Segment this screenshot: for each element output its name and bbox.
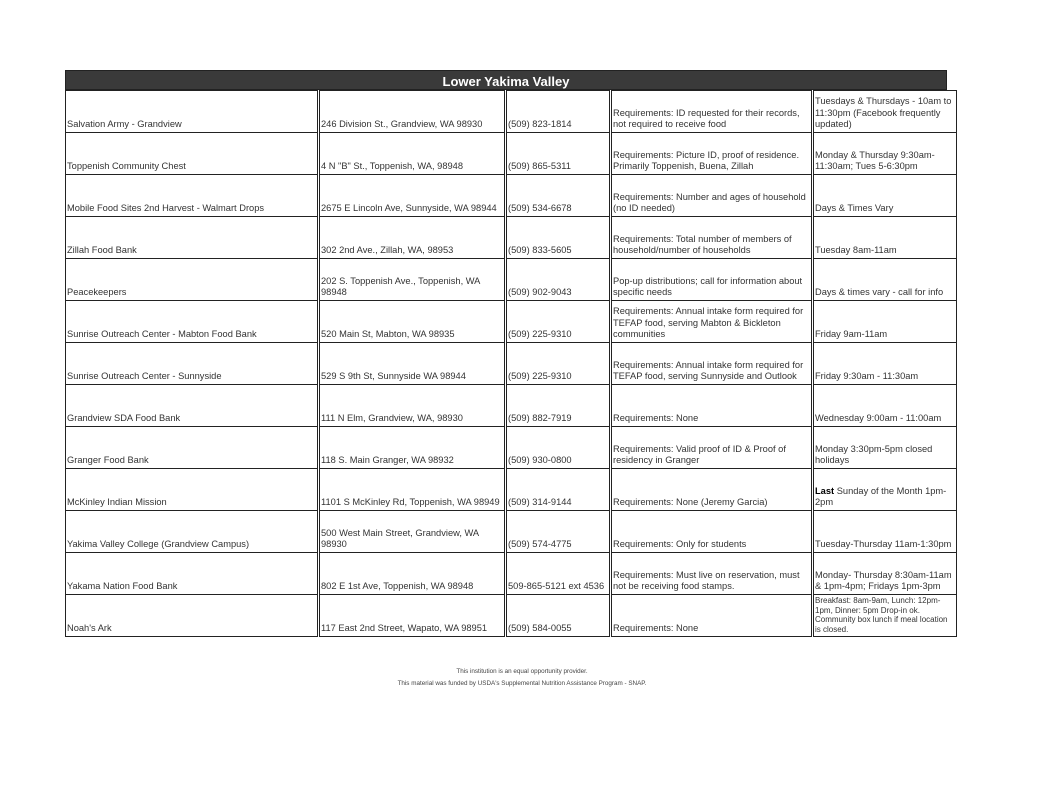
provider-requirements: Pop-up distributions; call for information about specific needs: [611, 259, 813, 301]
provider-address: 117 East 2nd Street, Wapato, WA 98951: [319, 595, 506, 637]
provider-address: 302 2nd Ave., Zillah, WA, 98953: [319, 217, 506, 259]
table-row: [66, 427, 957, 469]
table-row: [66, 385, 957, 427]
provider-phone: (509) 882-7919: [506, 385, 611, 427]
provider-hours: Days & times vary - call for info: [813, 259, 957, 301]
provider-requirements: Requirements: Total number of members of household/number of households: [611, 217, 813, 259]
provider-requirements: Requirements: Annual intake form required for TEFAP food, serving Sunnyside and Outlook: [611, 343, 813, 385]
provider-requirements: Requirements: Picture ID, proof of residence. Primarily Toppenish, Buena, Zillah: [611, 133, 813, 175]
resource-sheet: [65, 70, 952, 637]
provider-address: 529 S 9th St, Sunnyside WA 98944: [319, 343, 506, 385]
provider-phone: (509) 574-4775: [506, 511, 611, 553]
provider-hours: Tuesday-Thursday 11am-1:30pm: [813, 511, 957, 553]
provider-requirements: Requirements: None: [611, 595, 813, 637]
provider-requirements: Requirements: Must live on reservation, must not be receiving food stamps.: [611, 553, 813, 595]
table-row: [66, 133, 957, 175]
provider-name: Toppenish Community Chest: [66, 133, 319, 175]
provider-address: 520 Main St, Mabton, WA 98935: [319, 301, 506, 343]
table-row: [66, 595, 957, 637]
equal-opportunity-line: This institution is an equal opportunity provider.: [456, 668, 588, 675]
provider-requirements: Requirements: Only for students: [611, 511, 813, 553]
provider-phone: (509) 833-5605: [506, 217, 611, 259]
provider-address: 246 Division St., Grandview, WA 98930: [319, 91, 506, 133]
provider-name: Noah's Ark: [66, 595, 319, 637]
provider-name: Mobile Food Sites 2nd Harvest - Walmart Drops: [66, 175, 319, 217]
provider-hours: Tuesdays & Thursdays - 10am to 11:30pm (Facebook frequently updated): [813, 91, 957, 133]
provider-phone: (509) 225-9310: [506, 343, 611, 385]
provider-address: 4 N "B" St., Toppenish, WA, 98948: [319, 133, 506, 175]
provider-phone: (509) 902-9043: [506, 259, 611, 301]
provider-address: 1101 S McKinley Rd, Toppenish, WA 98949: [319, 469, 506, 511]
provider-address: 2675 E Lincoln Ave, Sunnyside, WA 98944: [319, 175, 506, 217]
table-row: [66, 175, 957, 217]
provider-requirements: Requirements: Valid proof of ID & Proof of residency in Granger: [611, 427, 813, 469]
provider-phone: (509) 930-0800: [506, 427, 611, 469]
provider-hours: Monday & Thursday 9:30am-11:30am; Tues 5-6:30pm: [813, 133, 957, 175]
provider-name: Salvation Army - Grandview: [66, 91, 319, 133]
table-row: [66, 511, 957, 553]
provider-address: 202 S. Toppenish Ave., Toppenish, WA 98948: [319, 259, 506, 301]
hours-emphasis: Last: [815, 485, 835, 496]
provider-name: Zillah Food Bank: [66, 217, 319, 259]
table-row: [66, 259, 957, 301]
provider-hours: Tuesday 8am-11am: [813, 217, 957, 259]
provider-name: Sunrise Outreach Center - Mabton Food Bank: [66, 301, 319, 343]
provider-hours: Monday- Thursday 8:30am-11am & 1pm-4pm; Fridays 1pm-3pm: [813, 553, 957, 595]
table-row: [66, 301, 957, 343]
table-row: [66, 553, 957, 595]
table-row: [66, 91, 957, 133]
footer-notice: [0, 666, 1044, 690]
region-title: Lower Yakima Valley: [65, 70, 947, 90]
provider-phone: (509) 225-9310: [506, 301, 611, 343]
provider-phone: 509-865-5121 ext 4536: [506, 553, 611, 595]
provider-hours: Friday 9:30am - 11:30am: [813, 343, 957, 385]
table-row: [66, 217, 957, 259]
provider-name: Yakama Nation Food Bank: [66, 553, 319, 595]
table-row: [66, 469, 957, 511]
provider-phone: (509) 865-5311: [506, 133, 611, 175]
funding-line: This material was funded by USDA's Supplemental Nutrition Assistance Program - SNAP.: [397, 680, 647, 687]
provider-name: Peacekeepers: [66, 259, 319, 301]
provider-name: Yakima Valley College (Grandview Campus): [66, 511, 319, 553]
provider-name: McKinley Indian Mission: [66, 469, 319, 511]
provider-hours: Days & Times Vary: [813, 175, 957, 217]
hours-text: Sunday of the Month 1pm-2pm: [815, 485, 947, 508]
provider-name: Grandview SDA Food Bank: [66, 385, 319, 427]
provider-name: Granger Food Bank: [66, 427, 319, 469]
provider-name: Sunrise Outreach Center - Sunnyside: [66, 343, 319, 385]
provider-requirements: Requirements: ID requested for their records, not required to receive food: [611, 91, 813, 133]
provider-phone: (509) 534-6678: [506, 175, 611, 217]
provider-hours: [813, 469, 957, 511]
food-bank-table: [65, 90, 957, 637]
provider-requirements: Requirements: Annual intake form required for TEFAP food, serving Mabton & Bickleton communities: [611, 301, 813, 343]
provider-requirements: Requirements: None (Jeremy Garcia): [611, 469, 813, 511]
provider-phone: (509) 823-1814: [506, 91, 611, 133]
provider-address: 802 E 1st Ave, Toppenish, WA 98948: [319, 553, 506, 595]
provider-address: 118 S. Main Granger, WA 98932: [319, 427, 506, 469]
provider-hours: Friday 9am-11am: [813, 301, 957, 343]
provider-hours: Breakfast: 8am-9am, Lunch: 12pm-1pm, Dinner: 5pm Drop-in ok. Community box lunch if meal location is closed.: [813, 595, 957, 637]
provider-address: 111 N Elm, Grandview, WA, 98930: [319, 385, 506, 427]
provider-phone: (509) 314-9144: [506, 469, 611, 511]
provider-requirements: Requirements: None: [611, 385, 813, 427]
table-row: [66, 343, 957, 385]
provider-phone: (509) 584-0055: [506, 595, 611, 637]
provider-hours: Wednesday 9:00am - 11:00am: [813, 385, 957, 427]
provider-address: 500 West Main Street, Grandview, WA 98930: [319, 511, 506, 553]
provider-hours: Monday 3:30pm-5pm closed holidays: [813, 427, 957, 469]
provider-requirements: Requirements: Number and ages of household (no ID needed): [611, 175, 813, 217]
